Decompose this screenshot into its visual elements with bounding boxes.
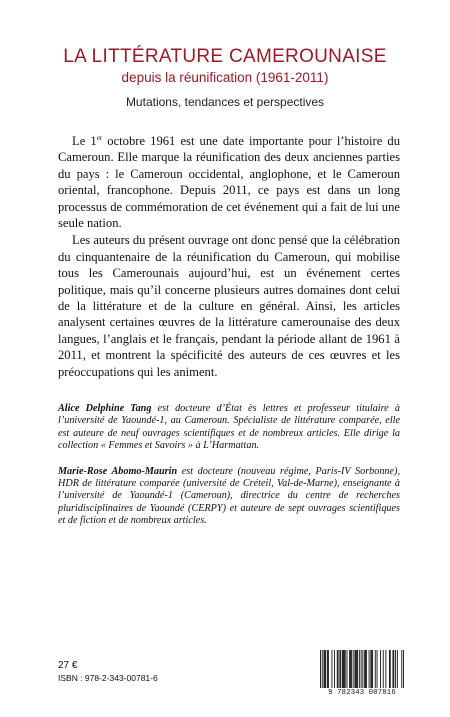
author-name-2: Marie-Rose Abomo-Maurin bbox=[58, 465, 178, 477]
barcode-bar bbox=[357, 650, 358, 688]
barcode-bar bbox=[395, 650, 396, 688]
barcode-bar bbox=[375, 650, 376, 688]
subtitle-main: depuis la réunification bbox=[121, 70, 256, 85]
barcode-bar bbox=[370, 650, 371, 688]
summary-text bbox=[58, 133, 400, 380]
barcode-bar bbox=[355, 650, 356, 688]
author-bio-text-1: est docteure d’État ès lettres et professeur titulaire à l’université de Yaoundé-1, au Cameroun. Spécialiste de littérature comparée, elle est auteure de neuf ouvrages scientifiques et de nombreux articles. Elle dirige la collection « Femmes et Savoirs » à L’Harmattan. bbox=[58, 403, 400, 452]
barcode-bar bbox=[354, 650, 355, 688]
barcode-bar bbox=[393, 650, 394, 688]
barcode-bar bbox=[324, 650, 325, 688]
barcode-bar bbox=[347, 650, 348, 688]
summary-paragraph-2: Les auteurs du présent ouvrage ont donc pensé que la célébration du cinquantenaire de la réunification du Cameroun, qui mobilise tous les Camerounais aujourd’hui, est un événement certes politique, mais qu’il concerne plusieurs autres domaines dont celui de la littérature et de la culture en général. Ainsi, les articles analysent certaines œuvres de la littérature camerounaise des deux langues, l’anglais et le français, pendant la période allant de 1961 à 2011, et montrent la spécificité des auteurs de ces œuvres et les préoccupations qui les animent. bbox=[58, 233, 401, 379]
barcode-bar bbox=[364, 650, 365, 688]
author-bio-2 bbox=[58, 466, 400, 528]
barcode-icon bbox=[320, 650, 404, 688]
barcode-bar bbox=[327, 650, 328, 688]
barcode-bar bbox=[337, 650, 338, 688]
barcode-bar bbox=[339, 650, 340, 688]
barcode-bar bbox=[328, 650, 329, 688]
book-tagline: Mutations, tendances et perspectives bbox=[125, 95, 325, 109]
ordinal-superscript: er bbox=[96, 134, 103, 142]
author-bio-1 bbox=[58, 403, 400, 453]
barcode-bar bbox=[403, 650, 404, 688]
barcode-bar bbox=[371, 650, 372, 688]
price-label: 27 € bbox=[58, 660, 78, 671]
author-name-1: Alice Delphine Tang bbox=[58, 403, 152, 414]
barcode-bar bbox=[350, 650, 351, 688]
barcode-bar bbox=[342, 650, 343, 688]
barcode-bar bbox=[369, 650, 370, 688]
barcode-bar bbox=[397, 650, 398, 688]
barcode-bar bbox=[325, 650, 326, 688]
barcode-bar bbox=[345, 650, 346, 688]
barcode-bar bbox=[393, 650, 394, 688]
barcode-bar bbox=[353, 650, 354, 688]
barcode-bar bbox=[390, 650, 391, 688]
barcode-bar bbox=[343, 650, 344, 688]
barcode-bar bbox=[389, 650, 390, 688]
author-bios bbox=[58, 403, 400, 528]
subtitle-years: (1961-2011) bbox=[255, 70, 329, 85]
barcode-bar bbox=[351, 650, 352, 688]
barcode-bar bbox=[344, 650, 345, 688]
barcode-bar bbox=[322, 650, 323, 688]
barcode-bar bbox=[365, 650, 366, 688]
barcode-bar bbox=[401, 650, 402, 688]
barcode-bar bbox=[349, 650, 350, 688]
barcode-bar bbox=[338, 650, 339, 688]
barcode-bar bbox=[340, 650, 341, 688]
barcode-bar bbox=[372, 650, 373, 688]
barcode-bar bbox=[385, 650, 386, 688]
barcode-bar bbox=[383, 650, 384, 688]
author-bio-text-2: est docteure (nouveau régime, Paris-IV Sorbonne), HDR de littérature comparée (université de Créteil, Val-de-Marne), enseignante à l’université de Yaoundé-1 (Cameroun), directrice du centre de recherches pluridisciplinaires de Yaoundé (CERPY) et auteure de sept ouvrages scientifiques et de fiction et de nombreux articles. bbox=[58, 465, 400, 527]
barcode-bar bbox=[356, 650, 357, 688]
barcode-number: 9 782343 007816 bbox=[328, 689, 396, 697]
barcode-bar bbox=[362, 650, 363, 688]
barcode-bar bbox=[324, 650, 325, 688]
barcode-bar bbox=[366, 650, 367, 688]
book-subtitle bbox=[0, 70, 450, 85]
barcode-bar bbox=[331, 650, 332, 688]
barcode-bar bbox=[361, 650, 362, 688]
barcode-bar bbox=[359, 650, 360, 688]
summary-paragraph-1: Le 1er octobre 1961 est une date importante pour l’histoire du Cameroun. Elle marque la réunification des deux anciennes parties du pays : le Cameroun occidental, anglophone, et le Cameroun oriental, francophone. Depuis 2011, ce pays est dans un long processus de commémoration de cet événement qui a fait de lui une seule nation. bbox=[58, 134, 400, 231]
barcode-bar bbox=[380, 650, 381, 688]
barcode-bar bbox=[334, 650, 335, 688]
isbn-label: ISBN : 978-2-343-00781-6 bbox=[58, 673, 158, 683]
book-title: LA LITTÉRATURE CAMEROUNAISE bbox=[63, 46, 387, 67]
barcode-bar bbox=[377, 650, 378, 688]
barcode-bar bbox=[320, 650, 321, 688]
